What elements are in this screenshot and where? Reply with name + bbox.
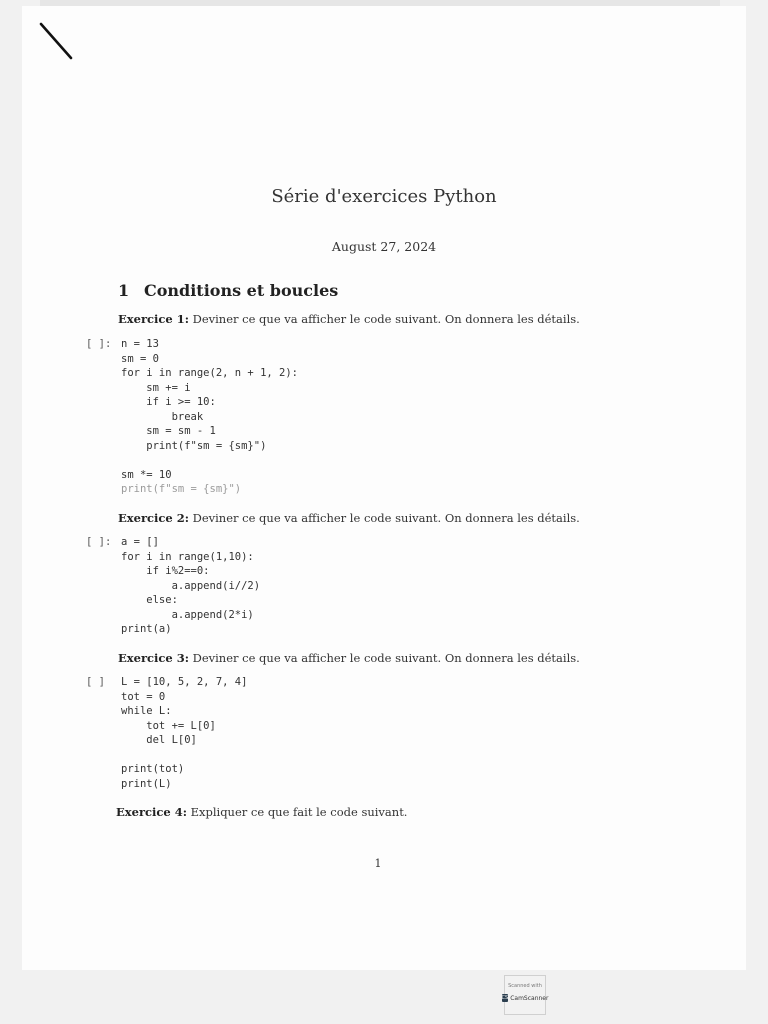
code-line	[121, 748, 247, 763]
exercise-3-label: Exercice 3:	[118, 651, 189, 665]
code-line: a.append(2*i)	[121, 608, 254, 621]
camscanner-logo-icon: CS	[501, 995, 509, 1001]
scanner-brand-name: CamScanner	[510, 994, 549, 1002]
code-line: a.append(i//2)	[121, 579, 261, 592]
code-line: for i in range(2, n + 1, 2):	[121, 367, 299, 379]
code-line: del L[0]	[121, 734, 197, 746]
code-line: print(f"sm = {sm}")	[121, 439, 267, 452]
scanner-caption: Scanned with	[508, 983, 542, 989]
exercise-1-label: Exercice 1:	[118, 312, 189, 326]
exercise-1-code	[121, 337, 298, 497]
code-line: n = 13	[121, 338, 159, 350]
code-line: sm = sm - 1	[121, 425, 216, 437]
code-line: if i%2==0:	[121, 565, 210, 577]
exercise-3-code	[121, 675, 247, 791]
code-line: a = []	[121, 536, 159, 548]
scanner-brand	[501, 994, 549, 1002]
exercise-2-statement	[118, 511, 580, 525]
camscanner-watermark	[501, 975, 549, 1015]
exercise-2-code	[121, 535, 260, 637]
exercise-2-label: Exercice 2:	[118, 511, 189, 525]
section-heading	[118, 281, 338, 300]
code-line: while L:	[121, 705, 172, 717]
code-line: print(L)	[121, 777, 172, 790]
exercise-4-text: Expliquer ce que fait le code suivant.	[186, 805, 408, 819]
exercise-3-statement	[118, 651, 580, 665]
code-line: for i in range(1,10):	[121, 550, 254, 563]
page-number: 1	[374, 857, 382, 870]
code-line: tot = 0	[121, 690, 166, 703]
exercise-4-statement	[116, 805, 407, 819]
section-title: Conditions et boucles	[144, 281, 339, 300]
document-date: August 27, 2024	[331, 239, 437, 254]
exercise-1-text: Deviner ce que va afficher le code suivant. On donnera les détails.	[188, 312, 580, 326]
code-line: tot += L[0]	[121, 719, 216, 732]
section-number: 1	[118, 281, 130, 300]
exercise-1-statement	[118, 312, 580, 326]
code-line: sm = 0	[121, 352, 159, 365]
exercise-3-cell-prompt: [ ]	[86, 676, 105, 688]
exercise-2-text: Deviner ce que va afficher le code suivant. On donnera les détails.	[188, 511, 580, 525]
code-line: sm += i	[121, 381, 191, 394]
code-line: if i >= 10:	[121, 396, 216, 408]
code-line: print(a)	[121, 623, 172, 635]
code-line: L = [10, 5, 2, 7, 4]	[121, 676, 248, 688]
code-line: else:	[121, 594, 178, 606]
code-line: break	[121, 410, 204, 423]
code-line: sm *= 10	[121, 468, 172, 481]
document-title: Série d'exercices Python	[271, 186, 497, 207]
exercise-3-text: Deviner ce que va afficher le code suivant. On donnera les détails.	[188, 651, 580, 665]
scan-shadow-edge	[40, 0, 720, 6]
exercise-4-label: Exercice 4:	[116, 805, 187, 819]
pen-stroke-mark	[38, 20, 86, 70]
exercise-1-cell-prompt: [ ]:	[86, 338, 112, 350]
exercise-2-cell-prompt: [ ]:	[86, 536, 112, 548]
code-line	[121, 453, 298, 468]
code-line: print(f"sm = {sm}")	[121, 483, 242, 495]
code-line: print(tot)	[121, 763, 185, 775]
